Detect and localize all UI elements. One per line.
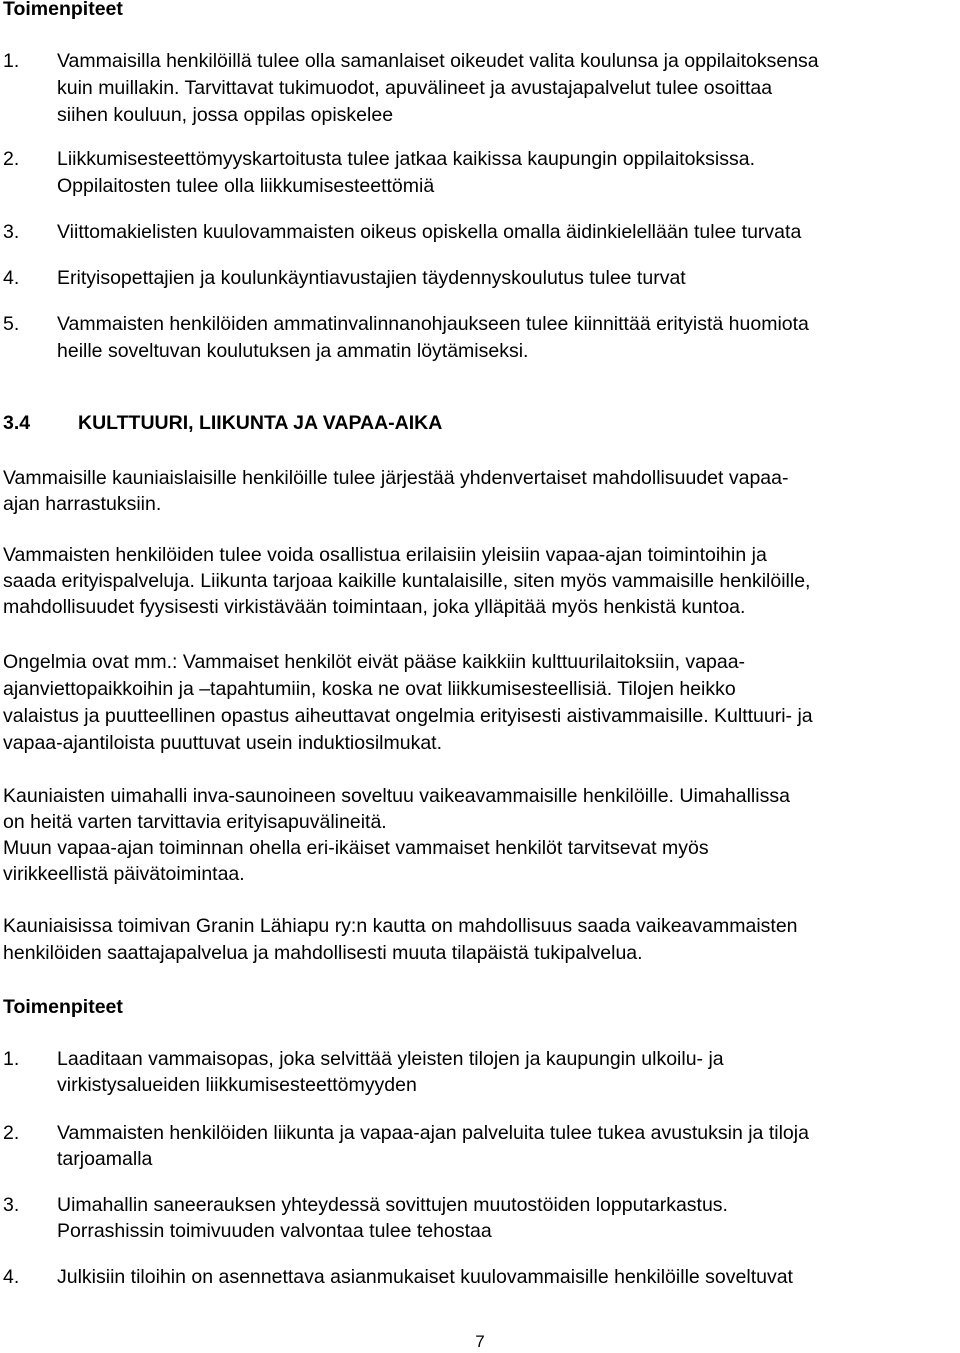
paragraph-line: Muun vapaa-ajan toiminnan ohella eri-ikäiset vammaiset henkilöt tarvitsevat myös [3,837,709,859]
paragraph-line: Vammaisten henkilöiden tulee voida osallistua erilaisiin yleisiin vapaa-ajan toimintoihin ja [3,544,767,566]
list-item-line: Viittomakielisten kuulovammaisten oikeus opiskella omalla äidinkielellään tulee turvata [57,221,802,243]
list-item-line: tarjoamalla [57,1148,153,1170]
section-number: 3.4 [3,412,31,434]
paragraph-line: virikkeellistä päivätoimintaa. [3,863,245,885]
page-number: 7 [475,1332,485,1351]
paragraph-line: Vammaisille kauniaislaisille henkilöille tulee järjestää yhdenvertaiset mahdollisuudet vapaa- [3,467,789,489]
list-item-line: virkistysalueiden liikkumisesteettömyyden [57,1074,417,1096]
heading-toimenpiteet-2: Toimenpiteet [3,996,123,1018]
list-item-line: heille soveltuvan koulutuksen ja ammatin löytämiseksi. [57,340,529,362]
list-number: 4. [3,1266,20,1288]
paragraph-line: valaistus ja puutteellinen opastus aiheuttavat ongelmia erityisesti aistivammaisille. Kulttuuri- ja [3,705,813,727]
paragraph-line: Kauniaisten uimahalli inva-saunoineen soveltuu vaikeavammaisille henkilöille. Uimahallissa [3,785,790,807]
paragraph-line: Kauniaisissa toimivan Granin Lähiapu ry:n kautta on mahdollisuus saada vaikeavammaisten [3,915,798,937]
list-number: 2. [3,1122,20,1144]
list-number: 2. [3,148,20,170]
paragraph-line: on heitä varten tarvittavia erityisapuvälineitä. [3,811,387,833]
paragraph-line: ajan harrastuksiin. [3,493,162,515]
paragraph-line: mahdollisuudet fyysisesti virkistävään toimintaan, joka ylläpitää myös henkistä kuntoa. [3,596,746,618]
list-item-line: Vammaisten henkilöiden liikunta ja vapaa-ajan palveluita tulee tukea avustuksin ja tiloja [57,1122,809,1144]
list-item-line: Julkisiin tiloihin on asennettava asianmukaiset kuulovammaisille henkilöille soveltuvat [57,1266,793,1288]
paragraph-line: saada erityispalveluja. Liikunta tarjoaa kaikille kuntalaisille, siten myös vammaisille henkilöille, [3,570,811,592]
list-number: 3. [3,221,20,243]
list-item-line: Laaditaan vammaisopas, joka selvittää yleisten tilojen ja kaupungin ulkoilu- ja [57,1048,724,1070]
list-number: 1. [3,50,20,72]
list-item-line: Uimahallin saneerauksen yhteydessä sovittujen muutostöiden lopputarkastus. [57,1194,728,1216]
list-item-line: Vammaisten henkilöiden ammatinvalinnanohjaukseen tulee kiinnittää erityistä huomiota [57,313,809,335]
paragraph-line: Ongelmia ovat mm.: Vammaiset henkilöt eivät pääse kaikkiin kulttuurilaitoksiin, vapaa- [3,651,746,673]
list-number: 4. [3,267,20,289]
paragraph-line: ajanviettopaikkoihin ja –tapahtumiin, koska ne ovat liikkumisesteellisiä. Tilojen heikko [3,678,736,700]
heading-toimenpiteet: Toimenpiteet [3,0,123,20]
list-number: 1. [3,1048,20,1070]
paragraph-line: vapaa-ajantiloista puuttuvat usein induktiosilmukat. [3,732,443,754]
list-number: 3. [3,1194,20,1216]
list-item-line: Liikkumisesteettömyyskartoitusta tulee jatkaa kaikissa kaupungin oppilaitoksissa. [57,148,756,170]
list-item-line: kuin muillakin. Tarvittavat tukimuodot, apuvälineet ja avustajapalvelut tulee osoittaa [57,77,773,99]
list-item-line: Vammaisilla henkilöillä tulee olla samanlaiset oikeudet valita koulunsa ja oppilaitoksensa [57,50,819,72]
list-item-line: Porrashissin toimivuuden valvontaa tulee tehostaa [57,1220,492,1242]
paragraph-line: henkilöiden saattajapalvelua ja mahdollisesti muuta tilapäistä tukipalvelua. [3,942,643,964]
list-number: 5. [3,313,20,335]
list-item-line: Oppilaitosten tulee olla liikkumisesteettömiä [57,175,435,197]
list-item-line: siihen kouluun, jossa oppilas opiskelee [57,104,394,126]
section-title: KULTTUURI, LIIKUNTA JA VAPAA-AIKA [78,412,443,434]
list-item-line: Erityisopettajien ja koulunkäyntiavustajien täydennyskoulutus tulee turvat [57,267,686,289]
